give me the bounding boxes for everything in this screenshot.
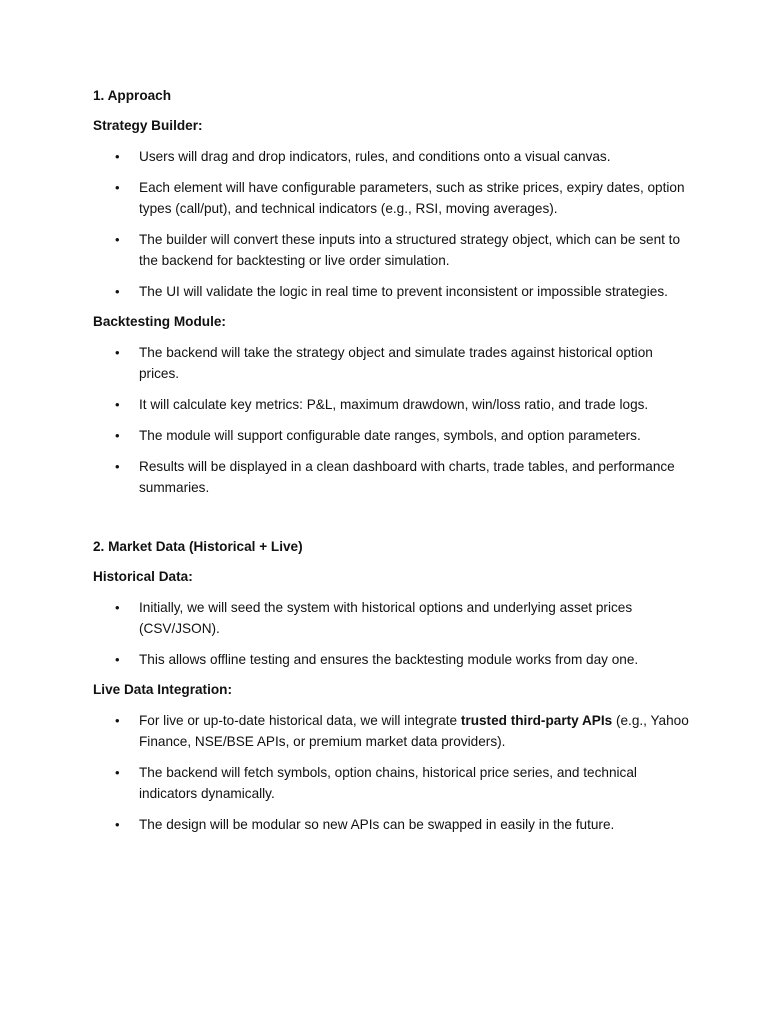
list-item: [93, 394, 693, 415]
list-item-text: The design will be modular so new APIs can be swapped in easily in the future.: [139, 817, 615, 832]
list-item-text: This allows offline testing and ensures the backtesting module works from day one.: [139, 652, 639, 667]
section-2-title: 2. Market Data (Historical + Live): [93, 539, 303, 554]
backtesting-module-heading: Backtesting Module:: [93, 314, 226, 329]
strategy-builder-heading: Strategy Builder:: [93, 118, 203, 133]
list-item: [93, 762, 693, 804]
list-item-text-bold: trusted third-party APIs: [460, 713, 613, 728]
bullet-icon: •: [115, 652, 120, 667]
bullet-icon: •: [115, 765, 120, 780]
bullet-icon: •: [115, 149, 120, 164]
document-page: [93, 86, 693, 845]
bullet-icon: •: [115, 817, 120, 832]
bullet-icon: •: [115, 232, 120, 247]
bullet-icon: •: [115, 397, 120, 412]
list-item: [93, 597, 693, 639]
bullet-icon: •: [115, 713, 120, 728]
section-1-title: 1. Approach: [93, 88, 172, 103]
section-spacer: [93, 508, 693, 537]
bullet-icon: •: [115, 180, 120, 195]
bullet-icon: •: [115, 600, 120, 615]
list-item: [93, 146, 693, 167]
list-item-text-before: For live or up-to-date historical data, we will integrate: [139, 713, 461, 728]
bullet-icon: •: [115, 284, 120, 299]
live-data-heading: Live Data Integration:: [93, 682, 232, 697]
list-item: [93, 649, 693, 670]
list-item: [93, 177, 693, 219]
list-item-text: The backend will fetch symbols, option chains, historical price series, and technical indicators dynamically.: [139, 765, 637, 801]
list-item: [93, 814, 693, 835]
historical-data-heading: Historical Data:: [93, 569, 193, 584]
backtesting-module-list: [93, 342, 693, 498]
list-item-text: Initially, we will seed the system with historical options and underlying asset prices (CSV/JSON).: [139, 600, 633, 636]
list-item-text: It will calculate key metrics: P&L, maximum drawdown, win/loss ratio, and trade logs.: [139, 397, 649, 412]
list-item-text: Results will be displayed in a clean dashboard with charts, trade tables, and performance summaries.: [139, 459, 675, 495]
list-item-text: Each element will have configurable parameters, such as strike prices, expiry dates, option types (call/put), and technical indicators (e.g., RSI, moving averages).: [139, 180, 685, 216]
list-item-text: The UI will validate the logic in real time to prevent inconsistent or impossible strategies.: [139, 284, 668, 299]
list-item: [93, 710, 693, 752]
list-item-text: The builder will convert these inputs into a structured strategy object, which can be sent to the backend for backtesting or live order simulation.: [139, 232, 681, 268]
list-item: [93, 281, 693, 302]
list-item: [93, 342, 693, 384]
list-item: [93, 229, 693, 271]
list-item: [93, 425, 693, 446]
live-data-list: [93, 710, 693, 835]
historical-data-list: [93, 597, 693, 670]
list-item-text: Users will drag and drop indicators, rules, and conditions onto a visual canvas.: [139, 149, 611, 164]
list-item: [93, 456, 693, 498]
strategy-builder-list: [93, 146, 693, 302]
bullet-icon: •: [115, 428, 120, 443]
list-item-text-after: (e.g., Yahoo Finance, NSE/BSE APIs, or premium market data providers).: [139, 713, 689, 749]
bullet-icon: •: [115, 459, 120, 474]
list-item-text: The module will support configurable date ranges, symbols, and option parameters.: [139, 428, 641, 443]
list-item-text: The backend will take the strategy object and simulate trades against historical option prices.: [139, 345, 653, 381]
bullet-icon: •: [115, 345, 120, 360]
